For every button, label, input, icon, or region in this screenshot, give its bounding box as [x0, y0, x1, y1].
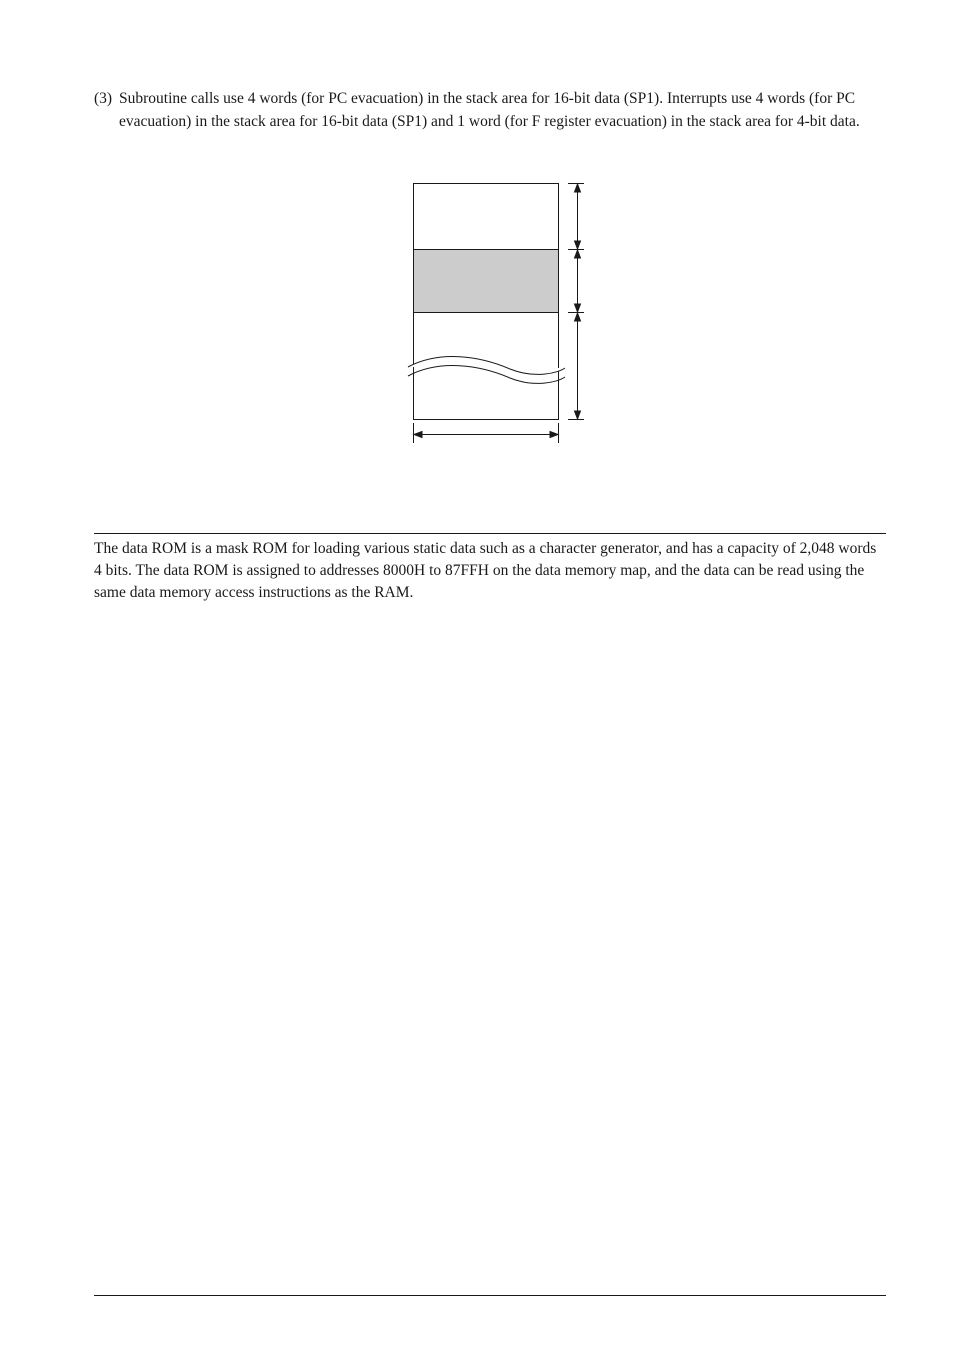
arrowhead	[575, 241, 581, 249]
arrowhead	[575, 313, 581, 321]
footer-rule	[94, 1295, 886, 1296]
section-rule	[94, 533, 886, 534]
note-text: Subroutine calls use 4 words (for PC evacuation) in the stack area for 16-bit data (SP1). Interrupts use 4 words (for PC evacuation) in the stack area for 16-bit data (SP1) and 1 word (for F register evacuation) in the stack area for 4-bit data.	[119, 90, 860, 130]
stack-block-shaded	[414, 250, 559, 313]
stack-usage-note	[94, 88, 886, 133]
stack-area-diagram	[400, 176, 600, 456]
arrowhead	[575, 184, 581, 192]
arrowhead	[550, 432, 558, 438]
note-number: (3)	[94, 90, 113, 107]
arrowhead	[414, 432, 422, 438]
arrowhead	[575, 411, 581, 419]
data-rom-paragraph: The data ROM is a mask ROM for loading various static data such as a character generator, and has a capacity of 2,048 words 4 bits. The data ROM is assigned to addresses 8000H to 87FFH on the data memory map, and the data can be read using the same data memory access instructions as the RAM.	[94, 540, 877, 601]
arrowhead	[575, 250, 581, 258]
stack-block-top	[414, 184, 559, 250]
arrowhead	[575, 304, 581, 312]
